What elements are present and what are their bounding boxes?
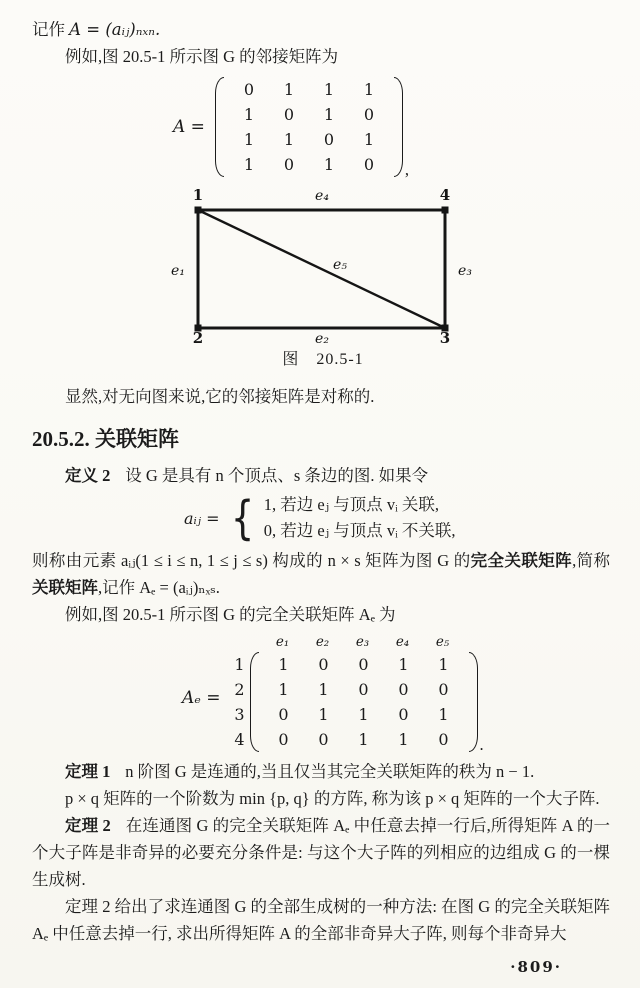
- symmetric-remark: 显然,对无向图来说,它的邻接矩阵是对称的.: [65, 387, 375, 406]
- matrix-cell: 1: [323, 105, 334, 124]
- cases-equation: [184, 492, 610, 544]
- vertex-3-label: 3: [439, 329, 451, 345]
- adjacency-matrix-grid: [229, 77, 389, 177]
- row-label: 3: [234, 705, 245, 724]
- matrix-cell: 1: [318, 705, 329, 724]
- column-header: e₃: [355, 634, 370, 650]
- vertex-2-label: 2: [192, 329, 204, 345]
- adjacency-matrix-label: A =: [172, 117, 205, 137]
- matrix-cell: 0: [283, 105, 294, 124]
- term-complete-incidence-matrix: 完全关联矩阵: [470, 551, 573, 570]
- matrix-cell: 1: [323, 155, 334, 174]
- matrix-suffix: ,: [404, 160, 410, 179]
- cases-lines: [264, 492, 456, 544]
- vertex-4-label: 4: [439, 186, 451, 204]
- left-paren: [250, 652, 259, 752]
- matrix-cell: 0: [438, 730, 449, 749]
- graph-figure: [150, 185, 496, 371]
- matrix-cell: 1: [438, 705, 449, 724]
- notation-math: A = (aᵢⱼ)ₙₓₙ.: [69, 20, 161, 39]
- cases-line-1: 1, 若边 eⱼ 与顶点 vᵢ 关联,: [263, 495, 440, 514]
- matrix-cell: 1: [363, 130, 374, 149]
- matrix-cell: 0: [318, 730, 329, 749]
- left-brace: {: [231, 491, 255, 545]
- incidence-def-part1: 则称由元素 aᵢⱼ(1 ≤ i ≤ n, 1 ≤ j ≤ s) 构成的 n × s 矩阵为图 G 的: [32, 551, 471, 570]
- notation-prefix: 记作: [32, 20, 70, 39]
- matrix-cell: 0: [438, 680, 449, 699]
- matrix-cell: 1: [398, 655, 409, 674]
- incidence-matrix-body: [231, 632, 484, 752]
- incidence-def-part2: ,简称: [572, 551, 611, 570]
- cases-line-2: 0, 若边 eⱼ 与顶点 vᵢ 不关联,: [263, 521, 456, 540]
- incidence-matrix-main: [231, 652, 484, 752]
- vertex-1-dot: [195, 207, 202, 214]
- adjacency-matrix-equation: [32, 77, 550, 177]
- matrix-cell: 0: [278, 730, 289, 749]
- edge-e4-label: e₄: [315, 188, 329, 204]
- column-header: e₂: [315, 634, 330, 650]
- edge-e1-label: e₁: [171, 263, 185, 279]
- theorem2-note: 定理 2 给出了求连通图 G 的全部生成树的一种方法: 在图 G 的完全关联矩阵 Aₑ 中任意去掉一行, 求出所得矩阵 A 的全部非奇异大子阵, 则每个非奇异大: [32, 897, 610, 943]
- incidence-intro: 例如,图 20.5-1 所示图 G 的完全关联矩阵 Aₑ 为: [65, 605, 396, 624]
- theorem2-text: 在连通图 G 的完全关联矩阵 Aₑ 中任意去掉一行后,所得矩阵 A 的一个大子阵是非奇异的必要充分条件是: 与这个大子阵的列相应的边组成 G 的一棵生成树.: [32, 816, 610, 889]
- matrix-cell: 1: [323, 80, 334, 99]
- matrix-cell: 0: [363, 105, 374, 124]
- row-label: 4: [234, 730, 245, 749]
- edge-e5-line: [198, 210, 445, 328]
- row-label: 2: [234, 680, 245, 699]
- incidence-definition: [32, 547, 610, 601]
- page-number: ·809·: [510, 958, 562, 976]
- matrix-cell: 0: [398, 705, 409, 724]
- matrix-cell: 0: [358, 680, 369, 699]
- major-submatrix-definition: p × q 矩阵的一个阶数为 min {p, q} 的方阵, 称为该 p × q 矩阵的一个大子阵.: [65, 789, 600, 808]
- incidence-column-headers: [263, 632, 484, 652]
- matrix-cell: 1: [363, 80, 374, 99]
- theorem2-line: [32, 812, 610, 893]
- column-header: e₅: [435, 634, 450, 650]
- matrix-cell: 0: [318, 655, 329, 674]
- matrix-cell: 0: [243, 80, 254, 99]
- matrix-cell: 1: [278, 680, 289, 699]
- graph-drawing: [150, 185, 496, 345]
- matrix-cell: 1: [278, 655, 289, 674]
- edge-e5-label: e₅: [333, 257, 347, 273]
- theorem1-line: [32, 758, 610, 785]
- matrix-cell: 1: [243, 130, 254, 149]
- vertex-1-label: 1: [192, 186, 204, 204]
- matrix-cell: 1: [438, 655, 449, 674]
- matrix-cell: 0: [358, 655, 369, 674]
- incidence-matrix-equation: [182, 632, 610, 752]
- incidence-matrix-grid: [264, 652, 464, 752]
- matrix-cell: 1: [283, 80, 294, 99]
- theorem1-text: n 阶图 G 是连通的,当且仅当其完全关联矩阵的秩为 n − 1.: [125, 762, 535, 781]
- matrix-cell: 1: [358, 705, 369, 724]
- matrix-cell: 0: [398, 680, 409, 699]
- right-paren: [469, 652, 478, 752]
- incidence-row-labels: [231, 652, 245, 752]
- notation-line: [32, 16, 610, 43]
- figure-caption: 图 20.5-1: [282, 351, 364, 368]
- incidence-matrix-label: Aₑ =: [182, 688, 221, 708]
- adjacency-intro: 例如,图 20.5-1 所示图 G 的邻接矩阵为: [65, 47, 339, 66]
- theorem2-label: 定理 2: [65, 816, 111, 835]
- matrix-cell: 0: [283, 155, 294, 174]
- edge-e3-label: e₃: [458, 263, 472, 279]
- cases-lhs: aᵢⱼ =: [184, 508, 220, 528]
- column-header: e₁: [275, 634, 290, 650]
- matrix-cell: 1: [243, 105, 254, 124]
- theorem1-label: 定理 1: [65, 762, 111, 781]
- matrix-cell: 1: [358, 730, 369, 749]
- matrix-cell: 1: [318, 680, 329, 699]
- right-paren: [394, 77, 403, 177]
- definition2-label: 定义 2: [65, 466, 111, 485]
- matrix-cell: 0: [278, 705, 289, 724]
- matrix-cell: 0: [363, 155, 374, 174]
- definition2-text: 设 G 是具有 n 个顶点、s 条边的图. 如果令: [125, 466, 429, 485]
- matrix-cell: 1: [283, 130, 294, 149]
- row-label: 1: [234, 655, 245, 674]
- column-header: e₄: [395, 634, 410, 650]
- matrix-cell: 1: [243, 155, 254, 174]
- definition2-line: [32, 462, 610, 489]
- vertex-4-dot: [442, 207, 449, 214]
- matrix-suffix: .: [479, 735, 484, 754]
- edge-e2-label: e₂: [315, 331, 329, 345]
- term-incidence-matrix: 关联矩阵: [32, 578, 98, 597]
- matrix-cell: 0: [323, 130, 334, 149]
- left-paren: [215, 77, 224, 177]
- section-heading: 20.5.2. 关联矩阵: [32, 427, 179, 451]
- incidence-def-part3: ,记作 Aₑ = (aᵢⱼ)ₙₓₛ.: [98, 578, 220, 597]
- matrix-cell: 1: [398, 730, 409, 749]
